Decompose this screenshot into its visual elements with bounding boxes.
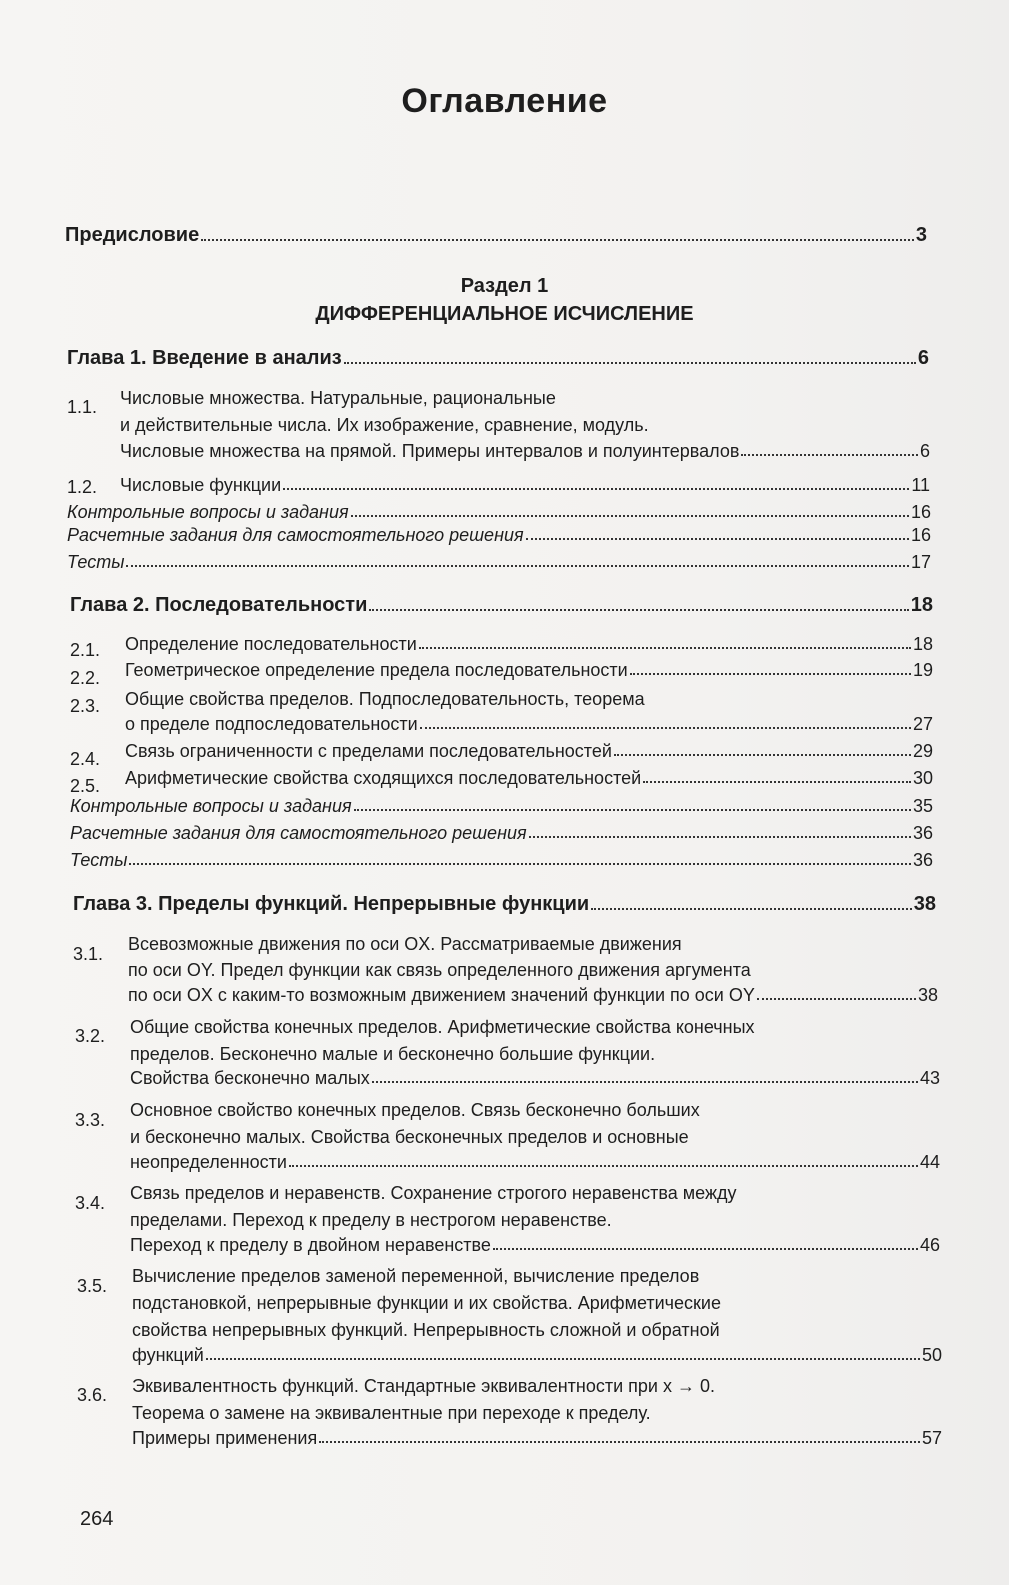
section-number-3-3: 3.3. — [75, 1110, 106, 1130]
section-number-3-4: 3.4. — [75, 1193, 106, 1213]
toc-entry-ch1-questions[interactable] — [67, 502, 931, 523]
toc-page: 36 — [912, 850, 933, 870]
toc-entry-3-2[interactable] — [130, 1068, 940, 1089]
toc-entry-3-3[interactable] — [130, 1152, 940, 1173]
toc-page: 19 — [912, 660, 933, 680]
toc-label: Глава 2. Последовательности — [70, 594, 368, 616]
toc-entry-3-4[interactable] — [130, 1235, 940, 1256]
section-number-3-6: 3.6. — [77, 1385, 108, 1405]
dot-leader — [529, 836, 911, 838]
toc-page: 50 — [921, 1345, 942, 1365]
dot-leader — [126, 565, 909, 567]
toc-text-line: пределов. Бесконечно малые и бесконечно большие функции. — [130, 1044, 656, 1064]
toc-page: 30 — [912, 768, 933, 788]
toc-label: Контрольные вопросы и задания — [70, 796, 352, 816]
toc-entry-preface[interactable] — [65, 224, 927, 247]
page-title: Оглавление — [401, 82, 608, 120]
section-number: Раздел 1 — [460, 275, 549, 297]
toc-page: 27 — [912, 714, 933, 734]
dot-leader — [201, 239, 914, 241]
toc-page: 43 — [919, 1068, 940, 1088]
dot-leader — [741, 454, 918, 456]
toc-label: Глава 1. Введение в анализ — [67, 347, 342, 369]
dot-leader — [344, 362, 916, 364]
dot-leader — [419, 647, 911, 649]
toc-label: по оси OX с каким-то возможным движением значений функции по оси OY — [128, 985, 755, 1005]
toc-label: Переход к пределу в двойном неравенстве — [130, 1235, 491, 1255]
page-number: 264 — [80, 1508, 114, 1530]
toc-page: 35 — [912, 796, 933, 816]
toc-entry-ch2-questions[interactable] — [70, 796, 933, 817]
toc-page: 44 — [919, 1152, 940, 1172]
toc-page: 6 — [917, 347, 929, 369]
dot-leader — [351, 515, 909, 517]
dot-leader — [757, 998, 916, 1000]
dot-leader — [630, 673, 911, 675]
toc-label: Арифметические свойства сходящихся последовательностей — [125, 768, 642, 788]
toc-text-line: Числовые множества. Натуральные, рациональные — [120, 388, 556, 408]
dot-leader — [354, 809, 911, 811]
toc-label: Числовые множества на прямой. Примеры интервалов и полуинтервалов — [120, 441, 740, 461]
dot-leader — [283, 488, 909, 490]
dot-leader — [369, 609, 908, 611]
toc-page: 11 — [911, 475, 930, 495]
toc-text-line: пределами. Переход к пределу в нестрогом неравенстве. — [130, 1210, 612, 1230]
dot-leader — [206, 1358, 920, 1360]
toc-page: 3 — [915, 224, 927, 246]
toc-label: Контрольные вопросы и задания — [67, 502, 349, 522]
toc-text-line: по оси OY. Предел функции как связь определенного движения аргумента — [128, 960, 751, 980]
toc-text-line: подстановкой, непрерывные функции и их свойства. Арифметические — [132, 1293, 721, 1313]
toc-entry-chapter-1[interactable] — [67, 347, 929, 370]
toc-entry-ch1-tasks[interactable] — [67, 525, 931, 546]
section-number-3-5: 3.5. — [77, 1276, 108, 1296]
dot-leader — [643, 781, 911, 783]
dot-leader — [372, 1081, 918, 1083]
toc-label: Определение последовательности — [125, 634, 417, 654]
section-number-2-3: 2.3. — [70, 696, 101, 716]
toc-text-line: и действительные числа. Их изображение, сравнение, модуль. — [120, 415, 649, 435]
toc-page: 16 — [910, 502, 931, 522]
toc-label: Свойства бесконечно малых — [130, 1068, 370, 1088]
toc-page: 17 — [910, 552, 931, 572]
toc-text-line: Вычисление пределов заменой переменной, вычисление пределов — [132, 1266, 700, 1286]
dot-leader — [591, 908, 912, 910]
dot-leader — [493, 1248, 918, 1250]
toc-page: 36 — [912, 823, 933, 843]
section-number-2-4: 2.4. — [70, 749, 101, 769]
toc-label: Примеры применения — [132, 1428, 318, 1448]
toc-entry-3-5[interactable] — [132, 1345, 942, 1366]
toc-text-line: и бесконечно малых. Свойства бесконечных пределов и основные — [130, 1127, 689, 1147]
toc-page: 38 — [917, 985, 938, 1005]
toc-entry-chapter-3[interactable] — [73, 893, 936, 916]
toc-label: Тесты — [70, 850, 128, 870]
toc-label: Предисловие — [65, 224, 200, 246]
toc-label: Геометрическое определение предела последовательности — [125, 660, 628, 680]
toc-text-line: Связь пределов и неравенств. Сохранение строгого неравенства между — [130, 1183, 737, 1203]
toc-entry-2-1[interactable] — [125, 634, 933, 655]
toc-entry-3-6[interactable] — [132, 1428, 942, 1449]
dot-leader — [289, 1165, 918, 1167]
toc-label: Тесты — [67, 552, 125, 572]
toc-entry-chapter-2[interactable] — [70, 594, 933, 617]
toc-label: неопределенности — [130, 1152, 287, 1172]
toc-label: Расчетные задания для самостоятельного решения — [70, 823, 527, 843]
toc-page: 6 — [919, 441, 930, 461]
toc-entry-1-2[interactable] — [120, 475, 930, 496]
section-number-2-5: 2.5. — [70, 776, 101, 796]
toc-entry-ch1-tests[interactable] — [67, 552, 931, 573]
toc-entry-1-1[interactable] — [120, 441, 930, 462]
toc-text-line: Всевозможные движения по оси OX. Рассматриваемые движения — [128, 934, 682, 954]
section-number-2-2: 2.2. — [70, 668, 101, 688]
dot-leader — [319, 1441, 920, 1443]
toc-text-line: свойства непрерывных функций. Непрерывность сложной и обратной — [132, 1320, 720, 1340]
dot-leader — [614, 754, 911, 756]
toc-text-line: Основное свойство конечных пределов. Связь бесконечно больших — [130, 1100, 700, 1120]
section-number-1-2: 1.2. — [67, 477, 98, 497]
toc-text-line: Эквивалентность функций. Стандартные эквивалентности при x → 0. — [132, 1376, 715, 1396]
toc-label: Числовые функции — [120, 475, 282, 495]
toc-page: 16 — [910, 525, 931, 545]
toc-page: 46 — [919, 1235, 940, 1255]
toc-label: Расчетные задания для самостоятельного решения — [67, 525, 524, 545]
toc-entry-2-3[interactable] — [125, 714, 933, 735]
toc-entry-ch2-tasks[interactable] — [70, 823, 933, 844]
toc-label: о пределе подпоследовательности — [125, 714, 418, 734]
toc-label: функций — [132, 1345, 204, 1365]
dot-leader — [129, 863, 911, 865]
section-number-2-1: 2.1. — [70, 640, 101, 660]
toc-page: 38 — [913, 893, 936, 915]
toc-page: 18 — [912, 634, 933, 654]
dot-leader — [526, 538, 909, 540]
toc-entry-3-1[interactable] — [128, 985, 938, 1006]
toc-label: Связь ограниченности с пределами последовательностей — [125, 741, 612, 761]
toc-entry-2-4[interactable] — [125, 741, 933, 762]
toc-page: 29 — [912, 741, 933, 761]
section-number-3-2: 3.2. — [75, 1026, 106, 1046]
toc-label: Глава 3. Пределы функций. Непрерывные функции — [73, 893, 590, 915]
toc-text-line: Общие свойства конечных пределов. Арифметические свойства конечных — [130, 1017, 755, 1037]
section-number-3-1: 3.1. — [73, 944, 104, 964]
toc-page: 18 — [910, 594, 933, 616]
toc-entry-ch2-tests[interactable] — [70, 850, 933, 871]
section-number-1-1: 1.1. — [67, 397, 98, 417]
toc-entry-2-5[interactable] — [125, 768, 933, 789]
dot-leader — [420, 727, 911, 729]
toc-entry-2-2[interactable] — [125, 660, 933, 681]
toc-page: 57 — [921, 1428, 942, 1448]
toc-text-line: Теорема о замене на эквивалентные при переходе к пределу. — [132, 1403, 651, 1423]
toc-text-line: Общие свойства пределов. Подпоследовательность, теорема — [125, 689, 645, 709]
section-title: ДИФФЕРЕНЦИАЛЬНОЕ ИСЧИСЛЕНИЕ — [315, 303, 694, 325]
